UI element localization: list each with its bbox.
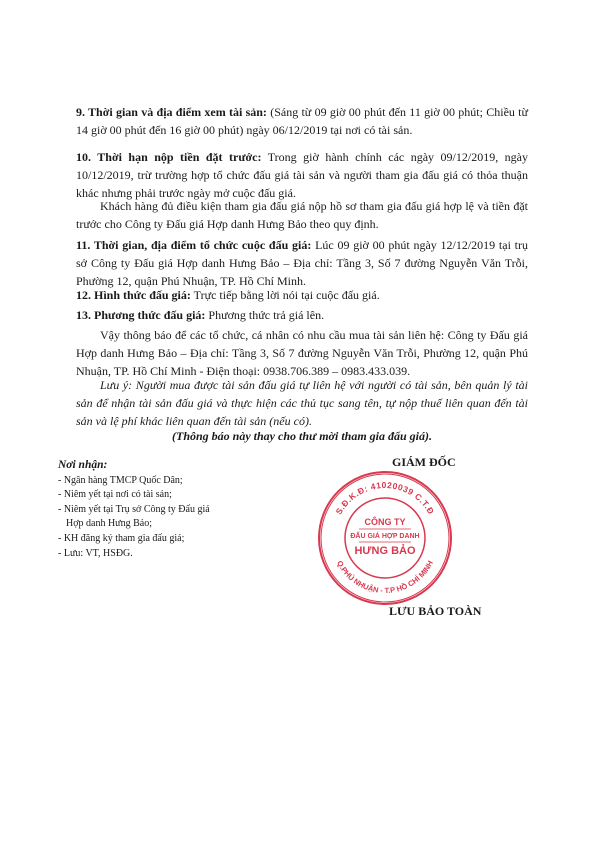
deposit-paragraph: Khách hàng đủ điều kiện tham gia đấu giá nộp hồ sơ tham gia đấu giá hợp lệ và tiền đặt trước cho Công ty Đấu giá Hợp danh Hưng Bảo theo quy định.: [76, 199, 528, 231]
company-seal: [315, 468, 455, 608]
recipient-item: Hợp danh Hưng Bảo;: [66, 518, 152, 530]
contact-paragraph: Vậy thông báo để các tổ chức, cá nhân có nhu cầu mua tài sản liên hệ: Công ty Đấu giá Hợp danh Hưng Bảo – Địa chỉ: Tầng 3, Số 7 đường Nguyễn Văn Trỗi, Phường 12, quận Phú Nhuận, TP. Hồ Chí Minh - Điện thoại: 0938.706.389 – 0983.433.039.: [76, 328, 528, 378]
seal-line-2: ĐẤU GIÁ HỢP DANH: [350, 533, 420, 540]
seal-line-3: HƯNG BẢO: [354, 545, 416, 557]
item-13: 13. Phương thức đấu giá: Phương thức trả giá lên.: [76, 308, 325, 322]
recipient-item: - KH đăng ký tham gia đấu giá;: [58, 532, 185, 544]
seal-bottom-arc: Q.PHÚ NHUẬN - T.P HỒ CHÍ MINH: [335, 559, 435, 596]
recipients-title: Nơi nhận:: [58, 459, 108, 471]
item-10: 10. Thời hạn nộp tiền đặt trước: Trong giờ hành chính các ngày 09/12/2019, ngày 10/12/2019, trừ trường hợp tổ chức đấu giá tài sản và người tham gia đấu giá có thỏa thuận khác nhưng phải trước ngày mở cuộc đấu giá.: [76, 150, 529, 200]
note-paragraph: Lưu ý: Người mua được tài sản đấu giá tự liên hệ với người có tài sản, bên quản lý tài sản để nhận tài sản đấu giá và thực hiện các thủ tục sang tên, tự nộp thuế liên quan đến tài sản và lệ phí khác liên quan đến tài sản (nếu có).: [76, 378, 528, 428]
director-title: GIÁM ĐỐC: [392, 455, 456, 469]
recipient-item: - Ngân hàng TMCP Quốc Dân;: [58, 474, 183, 486]
seal-top-arc: S.Đ.K.Đ: 41020039 C.T.Đ: [333, 479, 437, 517]
recipient-item: - Lưu: VT, HSĐG.: [58, 547, 133, 559]
recipients-list: [58, 458, 318, 561]
recipient-item: - Niêm yết tại nơi có tài sản;: [58, 489, 172, 501]
director-name: LƯU BẢO TOÀN: [389, 604, 482, 618]
item-9: 9. Thời gian và địa điểm xem tài sản: (Sáng từ 09 giờ 00 phút đến 11 giờ 00 phút; Chiều từ 14 giờ 00 phút đến 16 giờ 00 phút) ngày 06/12/2019 tại nơi có tài sản.: [76, 105, 529, 137]
recipient-item: - Niêm yết tại Trụ sở Công ty Đấu giá: [58, 503, 210, 515]
seal-line-1: CÔNG TY: [364, 517, 406, 527]
closing-line: (Thông báo này thay cho thư mời tham gia đấu giá).: [172, 429, 432, 443]
item-12: 12. Hình thức đấu giá: Trực tiếp bằng lời nói tại cuộc đấu giá.: [76, 288, 380, 302]
item-11: 11. Thời gian, địa điểm tổ chức cuộc đấu giá: Lúc 09 giờ 00 phút ngày 12/12/2019 tại trụ sở Công ty Đấu giá Hợp danh Hưng Bảo – Địa chỉ: Tầng 3, Số 7 đường Nguyễn Văn Trỗi, Phường 12, quận Phú Nhuận, TP. Hồ Chí Minh.: [76, 238, 528, 288]
